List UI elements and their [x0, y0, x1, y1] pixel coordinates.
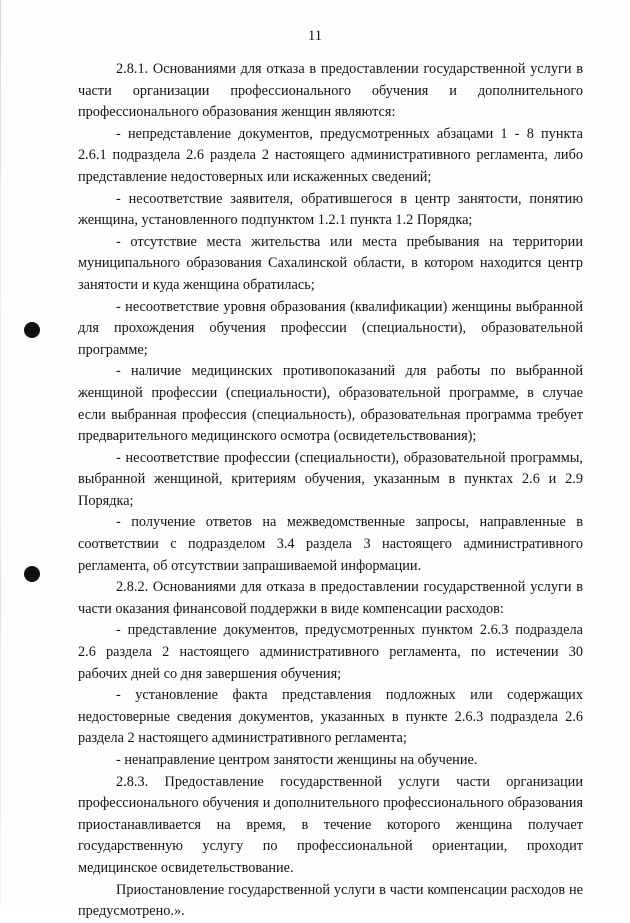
list-item: - получение ответов на межведомственные запросы, направленные в соответствии с подразделом 3.4 раздела 3 настоящего административного регламента, об отсутствии запрашиваемой информации. [78, 514, 583, 574]
document-body [78, 59, 583, 923]
paragraph-2-8-2: 2.8.2. Основаниями для отказа в предоставлении государственной услуги в части оказания финансовой поддержки в виде компенсации расходов: [78, 579, 583, 617]
list-item: - непредставление документов, предусмотренных абзацами 1 - 8 пункта 2.6.1 подраздела 2.6 раздела 2 настоящего административного регламента, либо представление недостоверных или искаженных сведений; [78, 125, 583, 185]
paragraph-2-8-3: 2.8.3. Предоставление государственной услуги части организации профессионального обучения и дополнительного профессионального образования приостанавливается на время, в течение которого женщина получает государственную услугу по профессиональной ориентации, проходит медицинское освидетельствование. [78, 773, 583, 876]
list-item: - отсутствие места жительства или места пребывания на территории муниципального образования Сахалинской области, в котором находится центр занятости и куда женщина обратилась; [78, 233, 583, 293]
list-item: - несоответствие уровня образования (квалификации) женщины выбранной для прохождения обучения профессии (специальности), образовательной программе; [78, 298, 583, 358]
punch-hole-icon [24, 322, 40, 338]
paragraph-2-8-1: 2.8.1. Основаниями для отказа в предоставлении государственной услуги в части организации профессионального обучения и дополнительного профессионального образования женщин являются: [78, 61, 583, 121]
closing-paragraph: Приостановление государственной услуги в части компенсации расходов не предусмотрено.». [78, 881, 583, 920]
list-item: - установление факта представления подложных или содержащих недостоверные сведения документов, указанных в пункте 2.6.3 подраздела 2.6 раздела 2 настоящего административного регламента; [78, 687, 583, 747]
list-item: - несоответствие профессии (специальности), образовательной программы, выбранной женщиной, критериям обучения, указанным в пунктах 2.6 и 2.9 Порядка; [78, 449, 583, 509]
list-item: - представление документов, предусмотренных пунктом 2.6.3 подраздела 2.6 раздела 2 настоящего административного регламента, по истечении 30 рабочих дней со дня завершения обучения; [78, 622, 583, 682]
list-item: - наличие медицинских противопоказаний для работы по выбранной женщиной профессии (специальности), образовательной программе, в случае если выбранная профессия (специальность), образовательная программа требует предварительного медицинского осмотра (освидетельствования); [78, 363, 583, 445]
list-item: - несоответствие заявителя, обратившегося в центр занятости, понятию женщина, установленного подпунктом 1.2.1 пункта 1.2 Порядка; [78, 190, 583, 229]
page-number: 11 [308, 28, 322, 44]
scan-edge [0, 0, 1, 905]
list-item: - ненаправление центром занятости женщины на обучение. [116, 752, 478, 768]
punch-hole-icon [24, 566, 40, 582]
